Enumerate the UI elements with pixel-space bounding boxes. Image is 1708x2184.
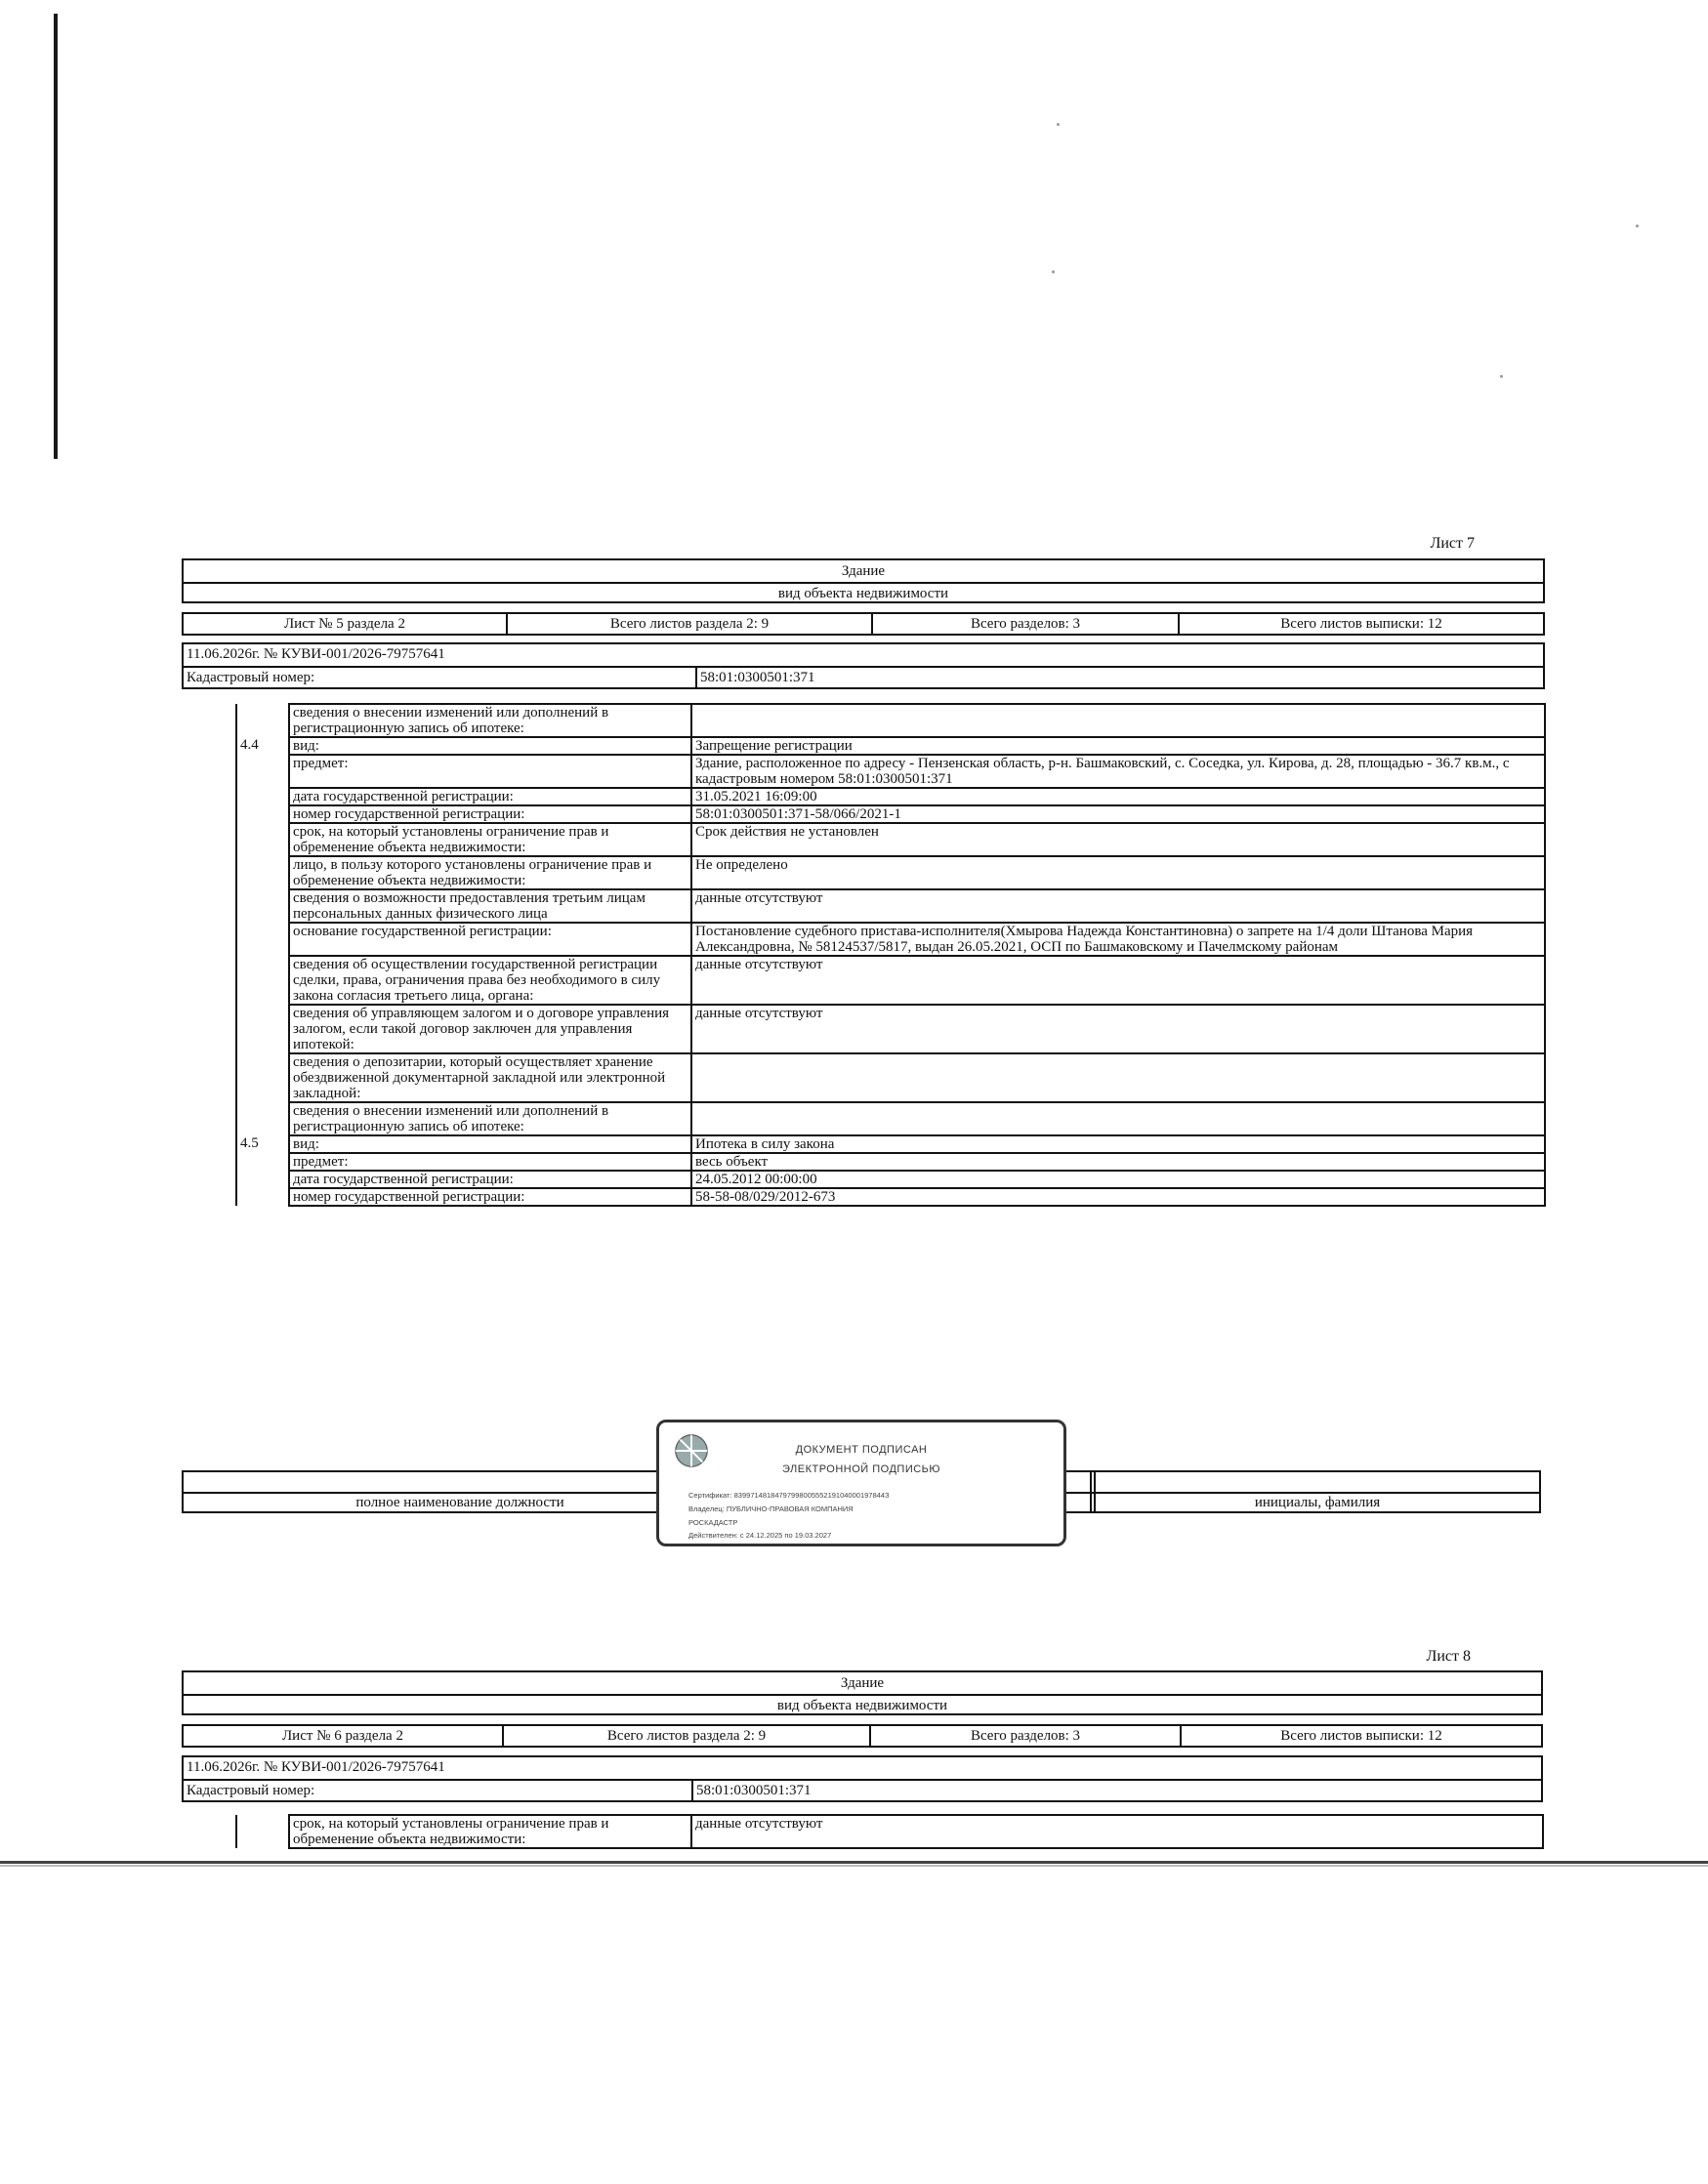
row-number bbox=[236, 1053, 289, 1102]
table-row bbox=[195, 805, 1545, 823]
row-label: сведения о депозитарии, который осуществляет хранение обездвиженной документарной закладной или электронной закладной: bbox=[289, 1053, 691, 1102]
table-row bbox=[195, 704, 1545, 737]
doc-header bbox=[182, 1755, 1543, 1802]
scan-fold-line bbox=[0, 1861, 1708, 1864]
row-label: сведения об управляющем залогом и о договоре управления залогом, если такой договор заключен для управления ипотекой: bbox=[289, 1005, 691, 1053]
table-row bbox=[195, 1815, 1543, 1848]
scan-speck bbox=[1052, 270, 1055, 273]
row-indent bbox=[195, 1102, 236, 1135]
row-number bbox=[236, 755, 289, 788]
row-label: сведения о внесении изменений или дополнений в регистрационную запись об ипотеке: bbox=[289, 1102, 691, 1135]
table-row bbox=[195, 956, 1545, 1005]
table-row bbox=[195, 823, 1545, 856]
object-type-caption: вид объекта недвижимости bbox=[776, 1698, 948, 1713]
row-number bbox=[236, 1153, 289, 1171]
cadastral-number: 58:01:0300501:371 bbox=[700, 670, 815, 685]
section-sheet: Лист № 5 раздела 2 bbox=[284, 616, 405, 632]
cadastral-number: 58:01:0300501:371 bbox=[696, 1783, 812, 1798]
row-indent bbox=[195, 1005, 236, 1053]
row-number bbox=[236, 923, 289, 956]
row-indent bbox=[195, 704, 236, 737]
table-row bbox=[195, 1153, 1545, 1171]
table-row bbox=[195, 1188, 1545, 1206]
row-value: Здание, расположенное по адресу - Пензенская область, р-н. Башмаковский, с. Соседка, ул. Кирова, д. 28, площадью - 36.7 кв.м., с кадастровым номером 58:01:0300501:371 bbox=[691, 755, 1545, 788]
row-value: данные отсутствуют bbox=[691, 1815, 1543, 1848]
stamp-subtitle: ЭЛЕКТРОННОЙ ПОДПИСЬЮ bbox=[781, 1463, 941, 1475]
row-value: 31.05.2021 16:09:00 bbox=[691, 788, 1545, 805]
table-row bbox=[195, 737, 1545, 755]
name-caption: инициалы, фамилия bbox=[1254, 1495, 1381, 1510]
row-value: Ипотека в силу закона bbox=[691, 1135, 1545, 1153]
row-value: 24.05.2012 00:00:00 bbox=[691, 1171, 1545, 1188]
row-value: данные отсутствуют bbox=[691, 956, 1545, 1005]
row-indent bbox=[195, 823, 236, 856]
row-label: дата государственной регистрации: bbox=[289, 788, 691, 805]
table-row bbox=[195, 1171, 1545, 1188]
e-signature-stamp bbox=[656, 1420, 1066, 1546]
table-row bbox=[195, 755, 1545, 788]
total-sections: Всего разделов: 3 bbox=[970, 1728, 1081, 1744]
row-value: Не определено bbox=[691, 856, 1545, 889]
object-type: Здание bbox=[184, 1672, 1541, 1696]
table-row bbox=[195, 1005, 1545, 1053]
row-indent bbox=[195, 856, 236, 889]
row-number: 4.4 bbox=[236, 737, 289, 755]
table-row bbox=[195, 1053, 1545, 1102]
row-label: срок, на который установлены ограничение прав и обременение объекта недвижимости: bbox=[289, 1815, 691, 1848]
row-label: предмет: bbox=[289, 1153, 691, 1171]
position-caption: полное наименование должности bbox=[355, 1495, 564, 1510]
row-indent bbox=[195, 1135, 236, 1153]
sheet-info-row bbox=[182, 1724, 1543, 1748]
table-row bbox=[195, 1102, 1545, 1135]
scan-speck bbox=[1500, 375, 1503, 378]
row-label: номер государственной регистрации: bbox=[289, 1188, 691, 1206]
table-row bbox=[195, 1135, 1545, 1153]
row-number bbox=[236, 704, 289, 737]
total-sections: Всего разделов: 3 bbox=[970, 616, 1081, 632]
row-indent bbox=[195, 737, 236, 755]
encumbrance-table bbox=[195, 1814, 1544, 1849]
row-indent bbox=[195, 1053, 236, 1102]
doc-header bbox=[182, 642, 1545, 689]
row-number bbox=[236, 823, 289, 856]
section-sheet: Лист № 6 раздела 2 bbox=[282, 1728, 403, 1744]
row-value: 58:01:0300501:371-58/066/2021-1 bbox=[691, 805, 1545, 823]
row-number bbox=[236, 1171, 289, 1188]
table-row bbox=[195, 889, 1545, 923]
row-value: данные отсутствуют bbox=[691, 889, 1545, 923]
row-label: сведения о возможности предоставления третьим лицам персональных данных физического лица bbox=[289, 889, 691, 923]
object-type-caption: вид объекта недвижимости bbox=[777, 586, 949, 601]
row-label: сведения о внесении изменений или дополнений в регистрационную запись об ипотеке: bbox=[289, 704, 691, 737]
row-indent bbox=[195, 755, 236, 788]
row-indent bbox=[195, 1153, 236, 1171]
row-number: 4.5 bbox=[236, 1135, 289, 1153]
row-indent bbox=[195, 805, 236, 823]
row-value bbox=[691, 1102, 1545, 1135]
total-sheets-extract: Всего листов выписки: 12 bbox=[1280, 616, 1442, 632]
row-label: номер государственной регистрации: bbox=[289, 805, 691, 823]
encumbrance-table bbox=[195, 703, 1546, 1207]
row-label: дата государственной регистрации: bbox=[289, 1171, 691, 1188]
stamp-owner-org: РОСКАДАСТР bbox=[688, 1518, 738, 1527]
doc-number: 11.06.2026г. № КУВИ-001/2026-79757641 bbox=[184, 1757, 1541, 1781]
row-indent bbox=[195, 1171, 236, 1188]
row-label: срок, на который установлены ограничение прав и обременение объекта недвижимости: bbox=[289, 823, 691, 856]
total-sheets-section: Всего листов раздела 2: 9 bbox=[609, 616, 770, 632]
row-number bbox=[236, 1102, 289, 1135]
scan-fold-shadow bbox=[0, 1865, 1708, 1867]
row-value: Постановление судебного пристава-исполнителя(Хмырова Надежда Константиновна) о запрете на 1/4 доли Штанова Мария Александровна, № 58124537/5817, выдан 26.05.2021, ОСП по Башмаковскому и Пачелмскому районам bbox=[691, 923, 1545, 956]
scan-speck bbox=[1636, 225, 1639, 227]
row-value: 58-58-08/029/2012-673 bbox=[691, 1188, 1545, 1206]
stamp-certificate: Сертификат: 8399714818479799800555219104000197844З bbox=[688, 1491, 890, 1500]
object-type: Здание bbox=[184, 560, 1543, 584]
row-number bbox=[236, 1005, 289, 1053]
row-label: сведения об осуществлении государственной регистрации сделки, права, ограничения права без необходимого в силу закона согласия третьего лица, органа: bbox=[289, 956, 691, 1005]
row-label: лицо, в пользу которого установлены ограничение прав и обременение объекта недвижимости: bbox=[289, 856, 691, 889]
object-type-block bbox=[182, 1670, 1543, 1715]
row-indent bbox=[195, 788, 236, 805]
sheet-number: Лист 8 bbox=[1426, 1648, 1471, 1665]
doc-number: 11.06.2026г. № КУВИ-001/2026-79757641 bbox=[184, 644, 1543, 668]
row-number bbox=[236, 805, 289, 823]
row-value: Запрещение регистрации bbox=[691, 737, 1545, 755]
sheet-number: Лист 7 bbox=[1430, 535, 1475, 552]
cadastral-label: Кадастровый номер: bbox=[187, 1783, 315, 1798]
scan-edge-line bbox=[54, 14, 58, 459]
scan-speck bbox=[1057, 123, 1060, 126]
row-value bbox=[691, 1053, 1545, 1102]
row-indent bbox=[195, 923, 236, 956]
row-number bbox=[236, 956, 289, 1005]
row-value: Срок действия не установлен bbox=[691, 823, 1545, 856]
total-sheets-section: Всего листов раздела 2: 9 bbox=[606, 1728, 767, 1744]
row-number bbox=[236, 788, 289, 805]
row-number bbox=[236, 889, 289, 923]
table-row bbox=[195, 856, 1545, 889]
row-label: вид: bbox=[289, 1135, 691, 1153]
row-label: вид: bbox=[289, 737, 691, 755]
row-number bbox=[236, 1188, 289, 1206]
row-number bbox=[236, 1815, 289, 1848]
stamp-validity: Действителен: с 24.12.2025 по 19.03.2027 bbox=[688, 1531, 832, 1540]
row-label: предмет: bbox=[289, 755, 691, 788]
row-number bbox=[236, 856, 289, 889]
table-row bbox=[195, 923, 1545, 956]
row-indent bbox=[195, 1188, 236, 1206]
object-type-block bbox=[182, 558, 1545, 603]
row-value: данные отсутствуют bbox=[691, 1005, 1545, 1053]
row-indent bbox=[195, 1815, 236, 1848]
row-indent bbox=[195, 889, 236, 923]
stamp-title: ДОКУМЕНТ ПОДПИСАН bbox=[795, 1444, 928, 1456]
row-value: весь объект bbox=[691, 1153, 1545, 1171]
stamp-owner: Владелец: ПУБЛИЧНО-ПРАВОВАЯ КОМПАНИЯ bbox=[688, 1504, 854, 1513]
total-sheets-extract: Всего листов выписки: 12 bbox=[1280, 1728, 1442, 1744]
sheet-info-row bbox=[182, 612, 1545, 636]
row-label: основание государственной регистрации: bbox=[289, 923, 691, 956]
table-row bbox=[195, 788, 1545, 805]
row-value bbox=[691, 704, 1545, 737]
cadastral-label: Кадастровый номер: bbox=[187, 670, 315, 685]
row-indent bbox=[195, 956, 236, 1005]
